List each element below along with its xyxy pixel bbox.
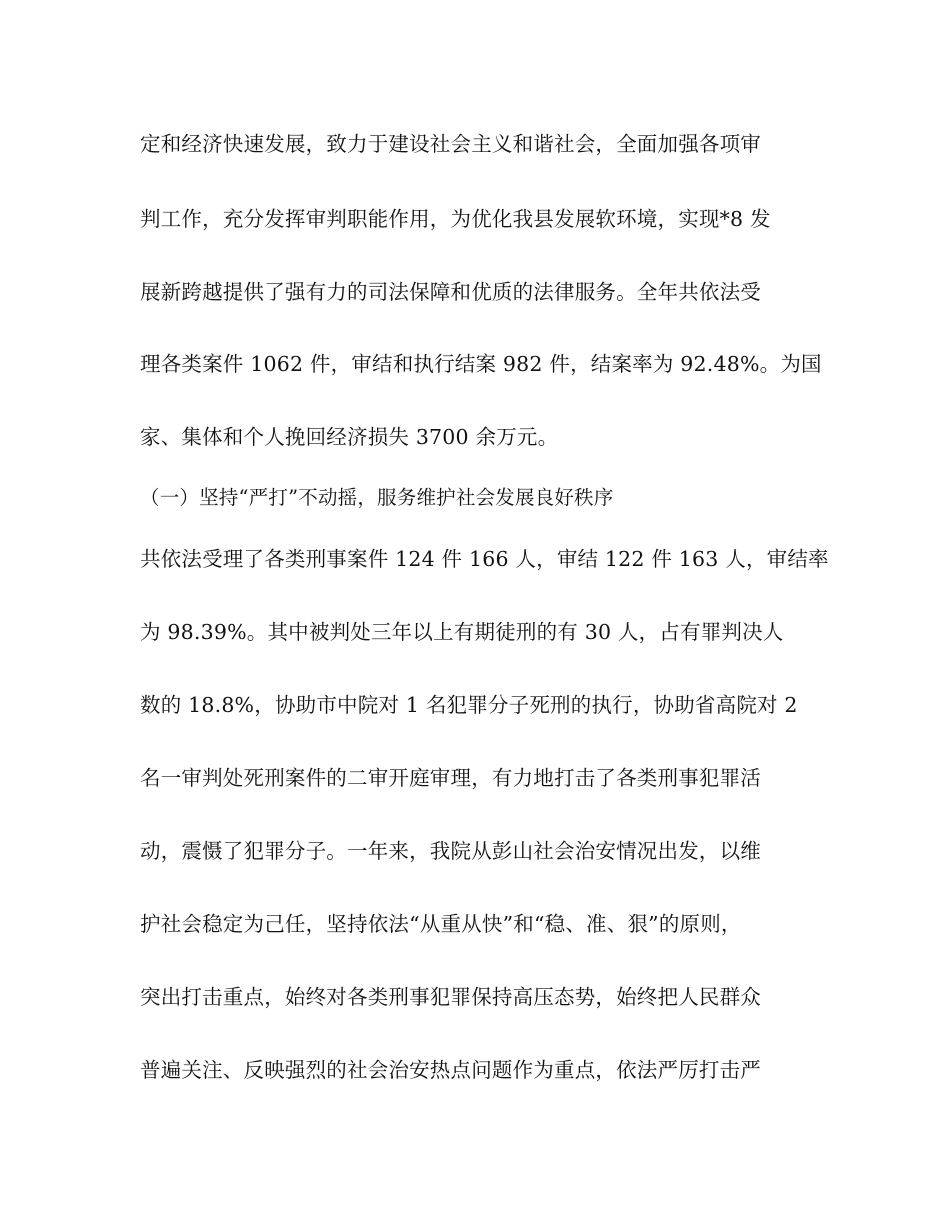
paragraph-line: 护社会稳定为己任，坚持依法“从重从快”和“稳、准、狠”的原则， bbox=[140, 912, 742, 936]
section-heading: （一）坚持“严打”不动摇，服务维护社会发展良好秩序 bbox=[140, 486, 614, 509]
paragraph-line: 判工作，充分发挥审判职能作用，为优化我县发展软环境，实现*8 发 bbox=[140, 207, 771, 231]
paragraph-line: 共依法受理了各类刑事案件 124 件 166 人，审结 122 件 163 人，审结率 bbox=[140, 547, 829, 571]
paragraph-line: 突出打击重点，始终对各类刑事犯罪保持高压态势，始终把人民群众 bbox=[140, 985, 761, 1009]
paragraph-line: 定和经济快速发展，致力于建设社会主义和谐社会，全面加强各项审 bbox=[140, 132, 761, 156]
paragraph-line: 展新跨越提供了强有力的司法保障和优质的法律服务。全年共依法受 bbox=[140, 280, 761, 304]
paragraph-line: 动，震慑了犯罪分子。一年来，我院从彭山社会治安情况出发，以维 bbox=[140, 839, 761, 863]
paragraph-line: 名一审判处死刑案件的二审开庭审理，有力地打击了各类刑事犯罪活 bbox=[140, 766, 761, 790]
paragraph-line: 家、集体和个人挽回经济损失 3700 余万元。 bbox=[140, 425, 559, 449]
paragraph-line: 普遍关注、反映强烈的社会治安热点问题作为重点，依法严厉打击严 bbox=[140, 1058, 761, 1082]
paragraph-line: 理各类案件 1062 件，审结和执行结案 982 件，结案率为 92.48%。为国 bbox=[140, 352, 822, 376]
paragraph-line: 为 98.39%。其中被判处三年以上有期徒刑的有 30 人，占有罪判决人 bbox=[140, 620, 784, 644]
paragraph-line: 数的 18.8%，协助市中院对 1 名犯罪分子死刑的执行，协助省高院对 2 bbox=[140, 693, 798, 717]
